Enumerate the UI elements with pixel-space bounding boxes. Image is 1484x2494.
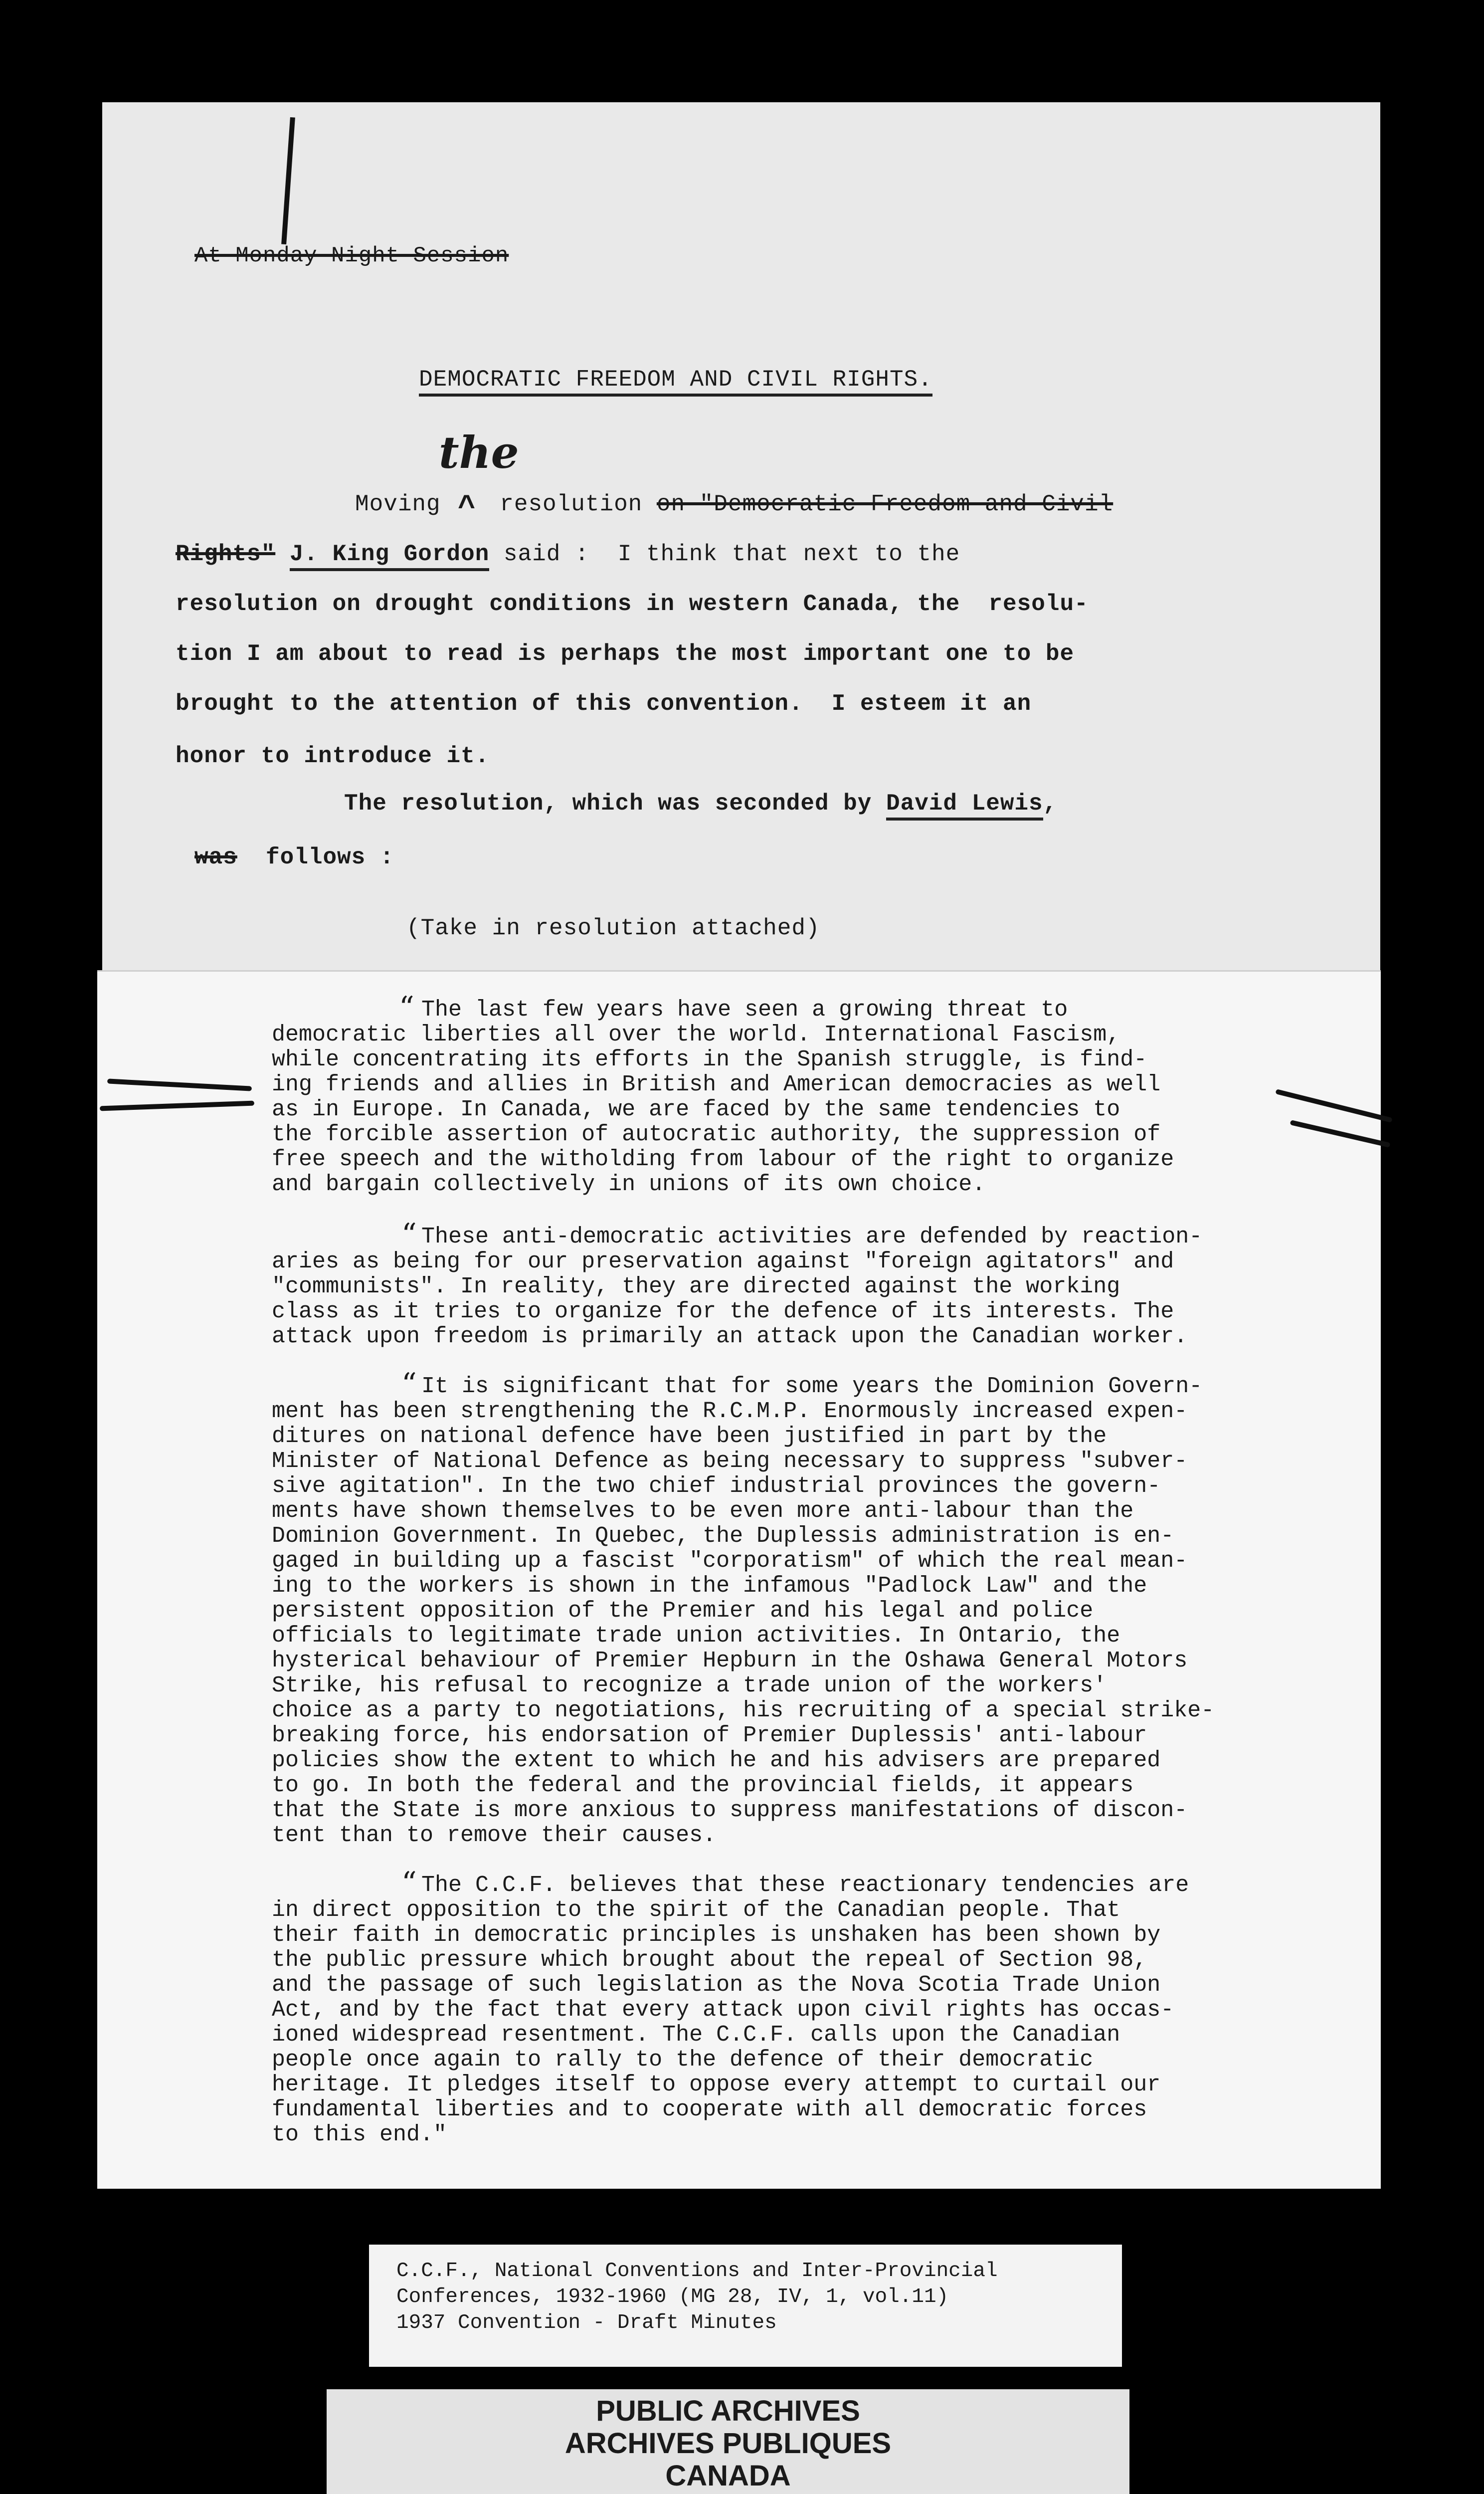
intro-line2-rest: said : I think that next to the (489, 541, 960, 567)
intro-line2 (176, 541, 960, 567)
seconder-name: David Lewis (886, 791, 1043, 821)
intro-line8 (194, 844, 394, 870)
label-line: 1937 Convention - Draft Minutes (396, 2311, 777, 2334)
document-title: DEMOCRATIC FREEDOM AND CIVIL RIGHTS. (419, 367, 932, 397)
intro-line7-text: The resolution, which was seconded by (344, 791, 886, 817)
intro-resolution-word: resolution (500, 491, 657, 517)
resolution-paragraph-1: The last few years have seen a growing threat to democratic liberties all over the world. International Fascism, while concentrating its efforts in the Spanish struggle, is find- ing friends and allies in British and American democracies as well as in Europe. In Canada, we are faced by the same tendencies to the forcible assertion of autocratic authority, the suppression of free speech and the witholding from labour of the right to organize and bargain collectively in unions of its own choice. (272, 997, 1174, 1197)
struck-text: was (194, 844, 237, 870)
typed-page (102, 102, 1380, 970)
handwritten-quote-mark: “ (401, 1217, 417, 1252)
intro-line1 (355, 491, 1113, 517)
session-note: At Monday Night Session (194, 243, 509, 268)
handwritten-quote-mark: “ (401, 1367, 417, 1402)
intro-moving: Moving (355, 491, 455, 517)
resolution-paragraph-2: These anti-democratic activities are defended by reaction- aries as being for our preservation against "foreign agitators" and "communists". In reality, they are directed against the working class as it tries to organize for the defence of its interests. The attack upon freedom is primarily an attack upon the Canadian worker. (272, 1224, 1203, 1349)
archive-reference-label (369, 2245, 1122, 2367)
label-line: Conferences, 1932-1960 (MG 28, IV, 1, vol.11) (396, 2286, 949, 2308)
handwritten-insertion: the (439, 426, 519, 478)
intro-line6: honor to introduce it. (176, 743, 490, 769)
intro-note: (Take in resolution attached) (406, 915, 820, 941)
intro-line7 (344, 791, 1057, 817)
struck-text: Rights" (176, 541, 276, 567)
archives-stamp (327, 2389, 1129, 2494)
handwritten-quote-mark: “ (399, 990, 414, 1025)
resolution-paragraph-4: The C.C.F. believes that these reactionary tendencies are in direct opposition to the spirit of the Canadian people. That their faith in democratic principles is unshaken has been shown by the public pressure which brought about the repeal of Section 98, and the passage of such legislation as the Nova Scotia Trade Union Act, and by the fact that every attack upon civil rights has occas- ioned widespread resentment. The C.C.F. calls upon the Canadian people once again to rally to the defence of their democratic heritage. It pledges itself to oppose every attempt to curtail our fundamental liberties and to cooperate with all democratic forces to this end." (272, 1872, 1189, 2147)
intro-line3: resolution on drought conditions in western Canada, the resolu- (176, 591, 1089, 617)
struck-text: on "Democratic Freedom and Civil (656, 491, 1113, 517)
label-line: C.C.F., National Conventions and Inter-Provincial (396, 2260, 998, 2283)
handwritten-quote-mark: “ (401, 1866, 417, 1900)
intro-follows: follows : (237, 844, 394, 870)
stamp-line: PUBLIC ARCHIVES (596, 2395, 860, 2427)
resolution-paragraph-3: It is significant that for some years the Dominion Govern- ment has been strengthening the R.C.M.P. Enormously increased expen- ditures on national defence have been justified in part by the Minister of National Defence as being necessary to suppress "subver- sive agitation". In the two chief industrial provinces the govern- ments have shown themselves to be even more anti-labour than the Dominion Government. In Quebec, the Duplessis administration is en- gaged in building up a fascist "corporatism" of which the real mean- ing to the workers is shown in the infamous "Padlock Law" and the persistent opposition of the Premier and his legal and police officials to legitimate trade union activities. In Ontario, the hysterical behaviour of Premier Hepburn in the Oshawa General Motors Strike, his refusal to recognize a trade union of the workers' choice as a party to negotiations, his recruiting of a special strike- breaking force, his endorsation of Premier Duplessis' anti-labour policies show the extent to which he and his advisers are prepared to go. In both the federal and the provincial fields, it appears that the State is more anxious to suppress manifestations of discon- tent than to remove their causes. (272, 1374, 1215, 1848)
intro-line5: brought to the attention of this convention. I esteem it an (176, 691, 1032, 717)
insertion-caret: ^ (458, 491, 476, 525)
stamp-line: ARCHIVES PUBLIQUES (564, 2427, 892, 2460)
intro-line4: tion I am about to read is perhaps the most important one to be (176, 641, 1075, 667)
stamp-line: CANADA (665, 2460, 791, 2492)
intro-line7-comma: , (1043, 791, 1058, 817)
speaker-name: J. King Gordon (290, 541, 489, 571)
